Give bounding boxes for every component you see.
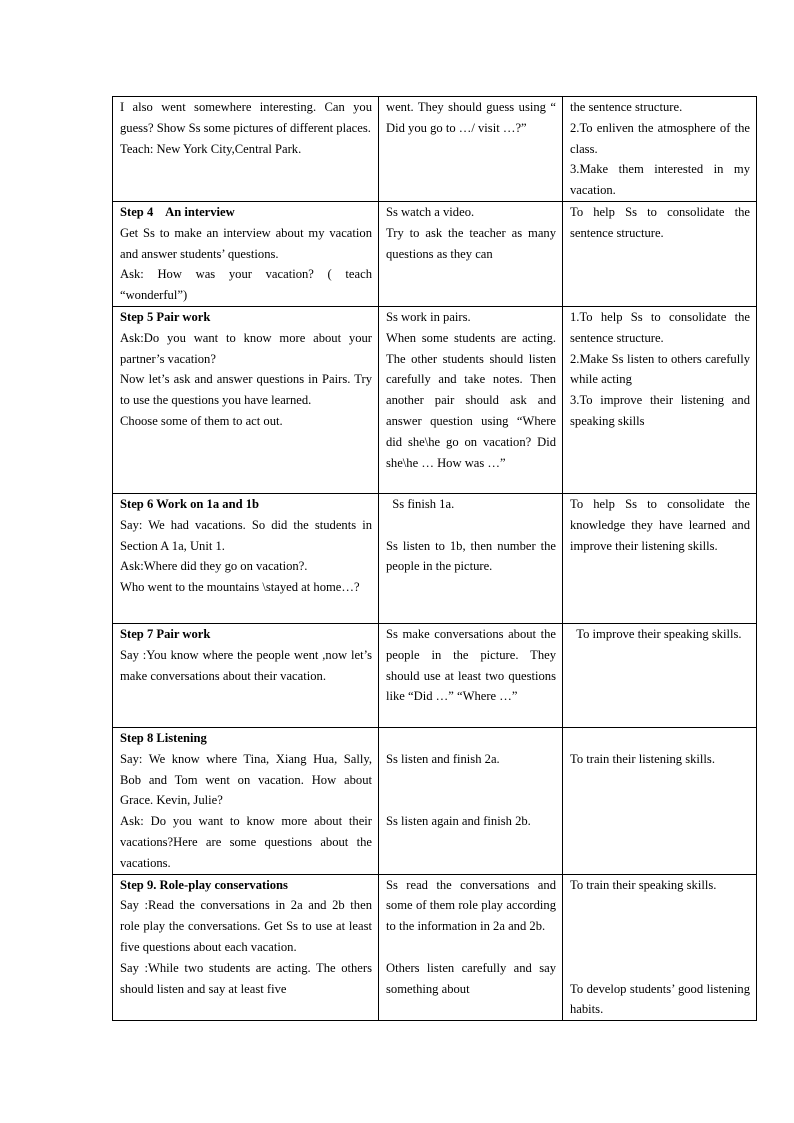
step-title: Step 8 Listening <box>120 730 207 745</box>
purpose-cell <box>563 97 757 202</box>
blank-line <box>570 937 750 958</box>
teacher-activity-cell <box>113 623 379 727</box>
blank-line <box>570 728 750 749</box>
cell-paragraph: Others listen carefully and say something about <box>386 960 556 996</box>
teacher-activity-cell <box>113 306 379 493</box>
cell-paragraph: Ss watch a video. <box>386 205 475 219</box>
blank-line <box>386 728 556 749</box>
cell-paragraph: I also went somewhere interesting. Can you guess? Show Ss some pictures of different places. <box>120 100 372 135</box>
step-title: Step 4 An interview <box>120 205 235 219</box>
purpose-cell <box>563 202 757 307</box>
cell-paragraph: Ss read the conversations and some of them role play according to the information in 2a and 2b. <box>386 877 556 934</box>
student-activity-cell <box>379 727 563 874</box>
cell-paragraph: Ss make conversations about the people in the picture. They should use at least two questions like “Did …” “Where …” <box>386 626 556 704</box>
cell-paragraph: Choose some of them to act out. <box>120 413 283 428</box>
step-title: Step 6 Work on 1a and 1b <box>120 496 260 511</box>
cell-paragraph: Say :You know where the people went ,now let’s make conversations about their vacation. <box>120 647 372 683</box>
blank-line <box>386 790 556 811</box>
cell-paragraph: 2.Make Ss listen to others carefully while acting <box>570 351 750 387</box>
cell-paragraph: To train their listening skills. <box>570 751 715 766</box>
step-title: Step 9. Role-play conservations <box>120 877 288 892</box>
cell-paragraph: To help Ss to consolidate the knowledge they have learned and improve their listening skills. <box>570 496 750 553</box>
cell-paragraph: To help Ss to consolidate the sentence structure. <box>570 205 750 240</box>
student-activity-cell <box>379 97 563 202</box>
step-title: Step 7 Pair work <box>120 626 211 641</box>
cell-paragraph: 3.To improve their listening and speaking skills <box>570 393 750 428</box>
table-row <box>113 874 757 1021</box>
cell-paragraph: To improve their speaking skills. <box>570 626 742 641</box>
cell-paragraph: went. They should guess using “ Did you go to …/ visit …?” <box>386 100 556 135</box>
teacher-activity-cell <box>113 874 379 1021</box>
teacher-activity-cell <box>113 493 379 623</box>
table-row <box>113 623 757 727</box>
lesson-plan-table <box>112 96 757 1021</box>
teacher-activity-cell <box>113 97 379 202</box>
blank-line <box>386 770 556 791</box>
table-row <box>113 202 757 307</box>
table-row <box>113 493 757 623</box>
cell-paragraph: Ss listen and finish 2a. <box>386 751 500 766</box>
cell-paragraph: Ss finish 1a. <box>386 496 455 511</box>
student-activity-cell <box>379 874 563 1021</box>
purpose-cell <box>563 306 757 493</box>
cell-paragraph: Now let’s ask and answer questions in Pairs. Try to use the questions you have learned. <box>120 372 372 408</box>
cell-paragraph: Say: We know where Tina, Xiang Hua, Sally, Bob and Tom went on vacation. How about Grace. Kevin, Julie? <box>120 751 372 808</box>
cell-paragraph: Say :Read the conversations in 2a and 2b then role play the conversations. Get Ss to use at least five questions about each vacation. <box>120 898 372 954</box>
student-activity-cell <box>379 623 563 727</box>
cell-paragraph: Who went to the mountains \stayed at home…? <box>120 580 360 595</box>
teacher-activity-cell <box>113 202 379 307</box>
student-activity-cell <box>379 306 563 493</box>
blank-line <box>570 895 750 916</box>
cell-paragraph: To develop students’ good listening habits. <box>570 981 750 1017</box>
cell-paragraph: Ask: How was your vacation? ( teach “wonderful”) <box>120 267 372 303</box>
blank-line <box>570 916 750 937</box>
cell-paragraph: Ask: Do you want to know more about their vacations?Here are some questions about the vacations. <box>120 814 372 870</box>
table-row <box>113 97 757 202</box>
cell-paragraph: Try to ask the teacher as many questions as they can <box>386 225 556 261</box>
purpose-cell <box>563 874 757 1021</box>
cell-paragraph: 3.Make them interested in my vacation. <box>570 162 750 198</box>
student-activity-cell <box>379 493 563 623</box>
cell-paragraph: Ss listen again and finish 2b. <box>386 814 531 829</box>
cell-paragraph: Say :While two students are acting. The others should listen and say at least five <box>120 960 372 996</box>
purpose-cell <box>563 623 757 727</box>
cell-paragraph: 1.To help Ss to consolidate the sentence structure. <box>570 309 750 345</box>
student-activity-cell <box>379 202 563 307</box>
cell-paragraph: Say: We had vacations. So did the students in Section A 1a, Unit 1. <box>120 517 372 553</box>
cell-paragraph: Ask:Do you want to know more about your partner’s vacation? <box>120 330 372 366</box>
step-title: Step 5 Pair work <box>120 309 211 324</box>
table-row <box>113 727 757 874</box>
blank-line <box>386 937 556 958</box>
blank-line <box>386 515 556 536</box>
table-row <box>113 306 757 493</box>
cell-paragraph: Ss listen to 1b, then number the people in the picture. <box>386 538 556 574</box>
cell-paragraph: To train their speaking skills. <box>570 877 717 892</box>
cell-paragraph: the sentence structure. <box>570 100 683 114</box>
cell-paragraph: When some students are acting. The other students should listen carefully and take notes. Then another pair should ask and answer question using “Where did she\he go on vacation? Did she\he … How was …” <box>386 330 556 470</box>
cell-paragraph: 2.To enliven the atmosphere of the class. <box>570 120 750 156</box>
cell-paragraph: Teach: New York City,Central Park. <box>120 141 302 156</box>
cell-paragraph: Ask:Where did they go on vacation?. <box>120 559 308 574</box>
purpose-cell <box>563 493 757 623</box>
blank-line <box>570 958 750 979</box>
cell-paragraph: Get Ss to make an interview about my vacation and answer students’ questions. <box>120 225 372 261</box>
teacher-activity-cell <box>113 727 379 874</box>
cell-paragraph: Ss work in pairs. <box>386 309 471 324</box>
purpose-cell <box>563 727 757 874</box>
